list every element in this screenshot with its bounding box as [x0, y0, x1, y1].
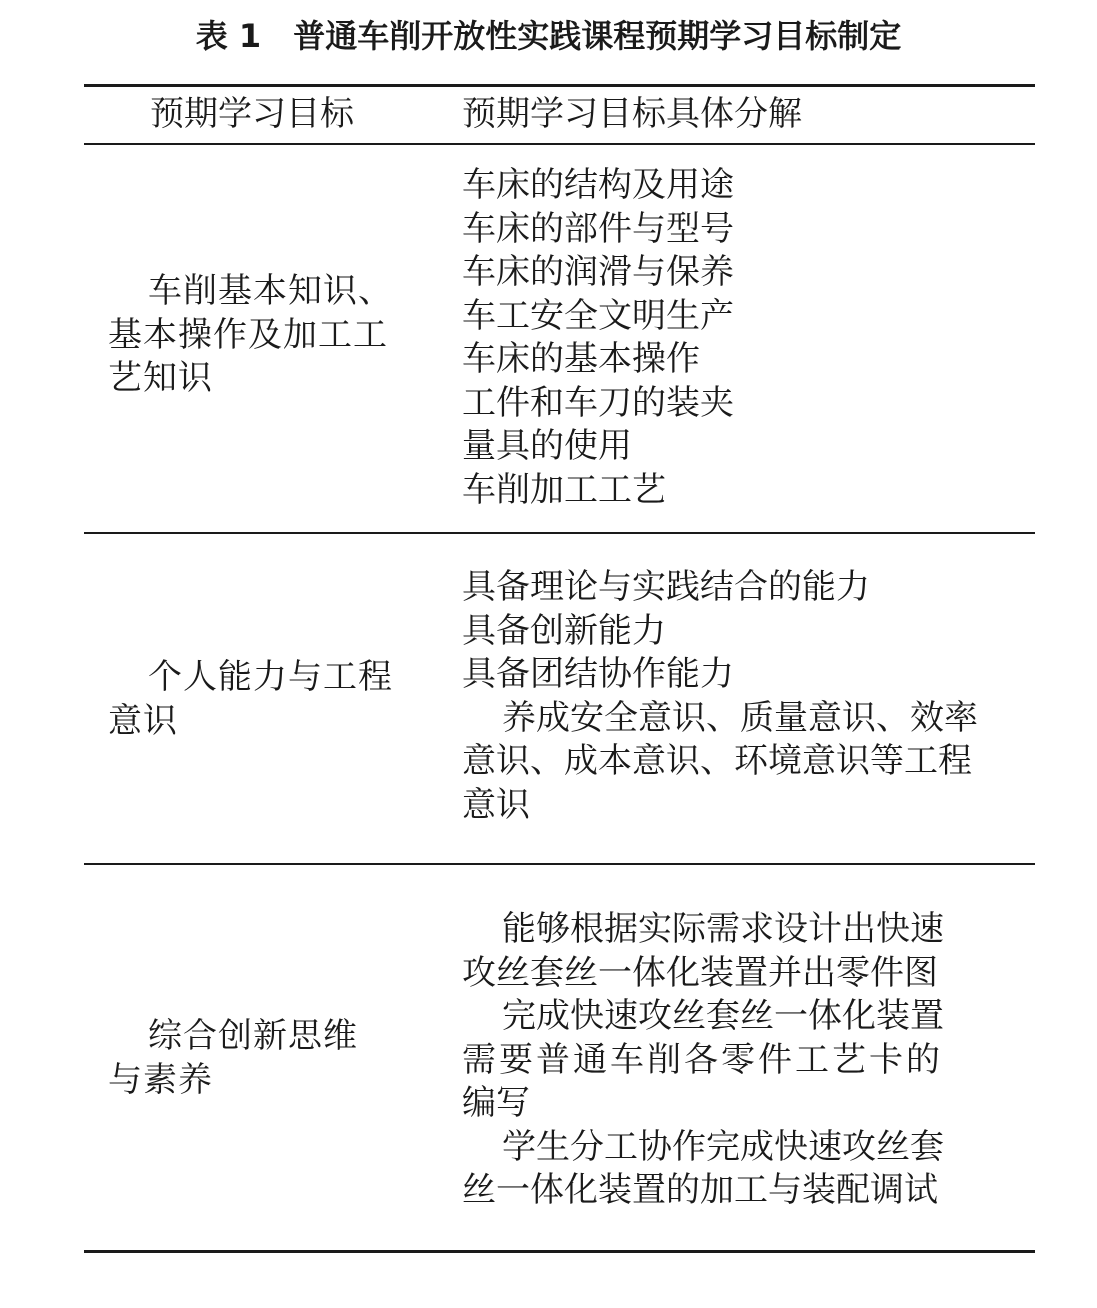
header-rule	[84, 143, 1035, 145]
detail-cell	[462, 164, 1022, 512]
detail-line: 养成安全意识、质量意识、效率	[502, 697, 978, 738]
detail-line: 具备团结协作能力	[462, 654, 734, 694]
detail-line: 编写	[462, 1083, 530, 1123]
detail-cell	[462, 908, 1022, 1213]
table-title: 表 1 普通车削开放性实践课程预期学习目标制定	[195, 17, 902, 55]
row-rule	[84, 532, 1035, 534]
goal-line: 基本操作及加工工	[108, 314, 388, 355]
detail-line: 学生分工协作完成快速攻丝套	[502, 1126, 944, 1167]
goal-line: 艺知识	[108, 358, 213, 398]
detail-line: 车削加工工艺	[462, 469, 666, 510]
header-detail: 预期学习目标具体分解	[462, 94, 802, 134]
goal-line: 车削基本知识、	[148, 271, 393, 311]
detail-line: 工件和车刀的装夹	[462, 382, 734, 423]
detail-line: 车床的结构及用途	[462, 165, 734, 205]
detail-line: 车工安全文明生产	[462, 295, 734, 336]
detail-cell	[462, 566, 1022, 827]
goal-cell	[108, 1015, 428, 1102]
detail-line: 具备创新能力	[462, 610, 666, 651]
goal-line: 综合创新思维	[148, 1016, 358, 1056]
detail-line: 能够根据实际需求设计出快速	[502, 909, 944, 949]
detail-line: 量具的使用	[462, 426, 632, 466]
detail-line: 车床的润滑与保养	[462, 252, 734, 292]
detail-line: 车床的基本操作	[462, 339, 700, 379]
header-goal: 预期学习目标	[150, 94, 354, 134]
detail-line: 攻丝套丝一体化装置并出零件图	[462, 952, 938, 993]
top-rule	[84, 84, 1035, 87]
detail-line: 意识	[462, 784, 530, 825]
row-rule	[84, 863, 1035, 865]
detail-line: 意识、成本意识、环境意识等工程	[462, 741, 972, 781]
goal-cell	[108, 270, 428, 401]
detail-line: 具备理论与实践结合的能力	[462, 567, 870, 607]
detail-line: 丝一体化装置的加工与装配调试	[462, 1170, 938, 1210]
bottom-rule	[84, 1250, 1035, 1253]
detail-line: 需要普通车削各零件工艺卡的	[462, 1039, 943, 1080]
detail-line: 车床的部件与型号	[462, 208, 734, 249]
detail-line: 完成快速攻丝套丝一体化装置	[502, 996, 944, 1036]
goal-line: 意识	[108, 700, 178, 741]
goal-line: 个人能力与工程	[148, 657, 393, 697]
goal-line: 与素养	[108, 1059, 213, 1100]
goal-cell	[108, 656, 428, 743]
